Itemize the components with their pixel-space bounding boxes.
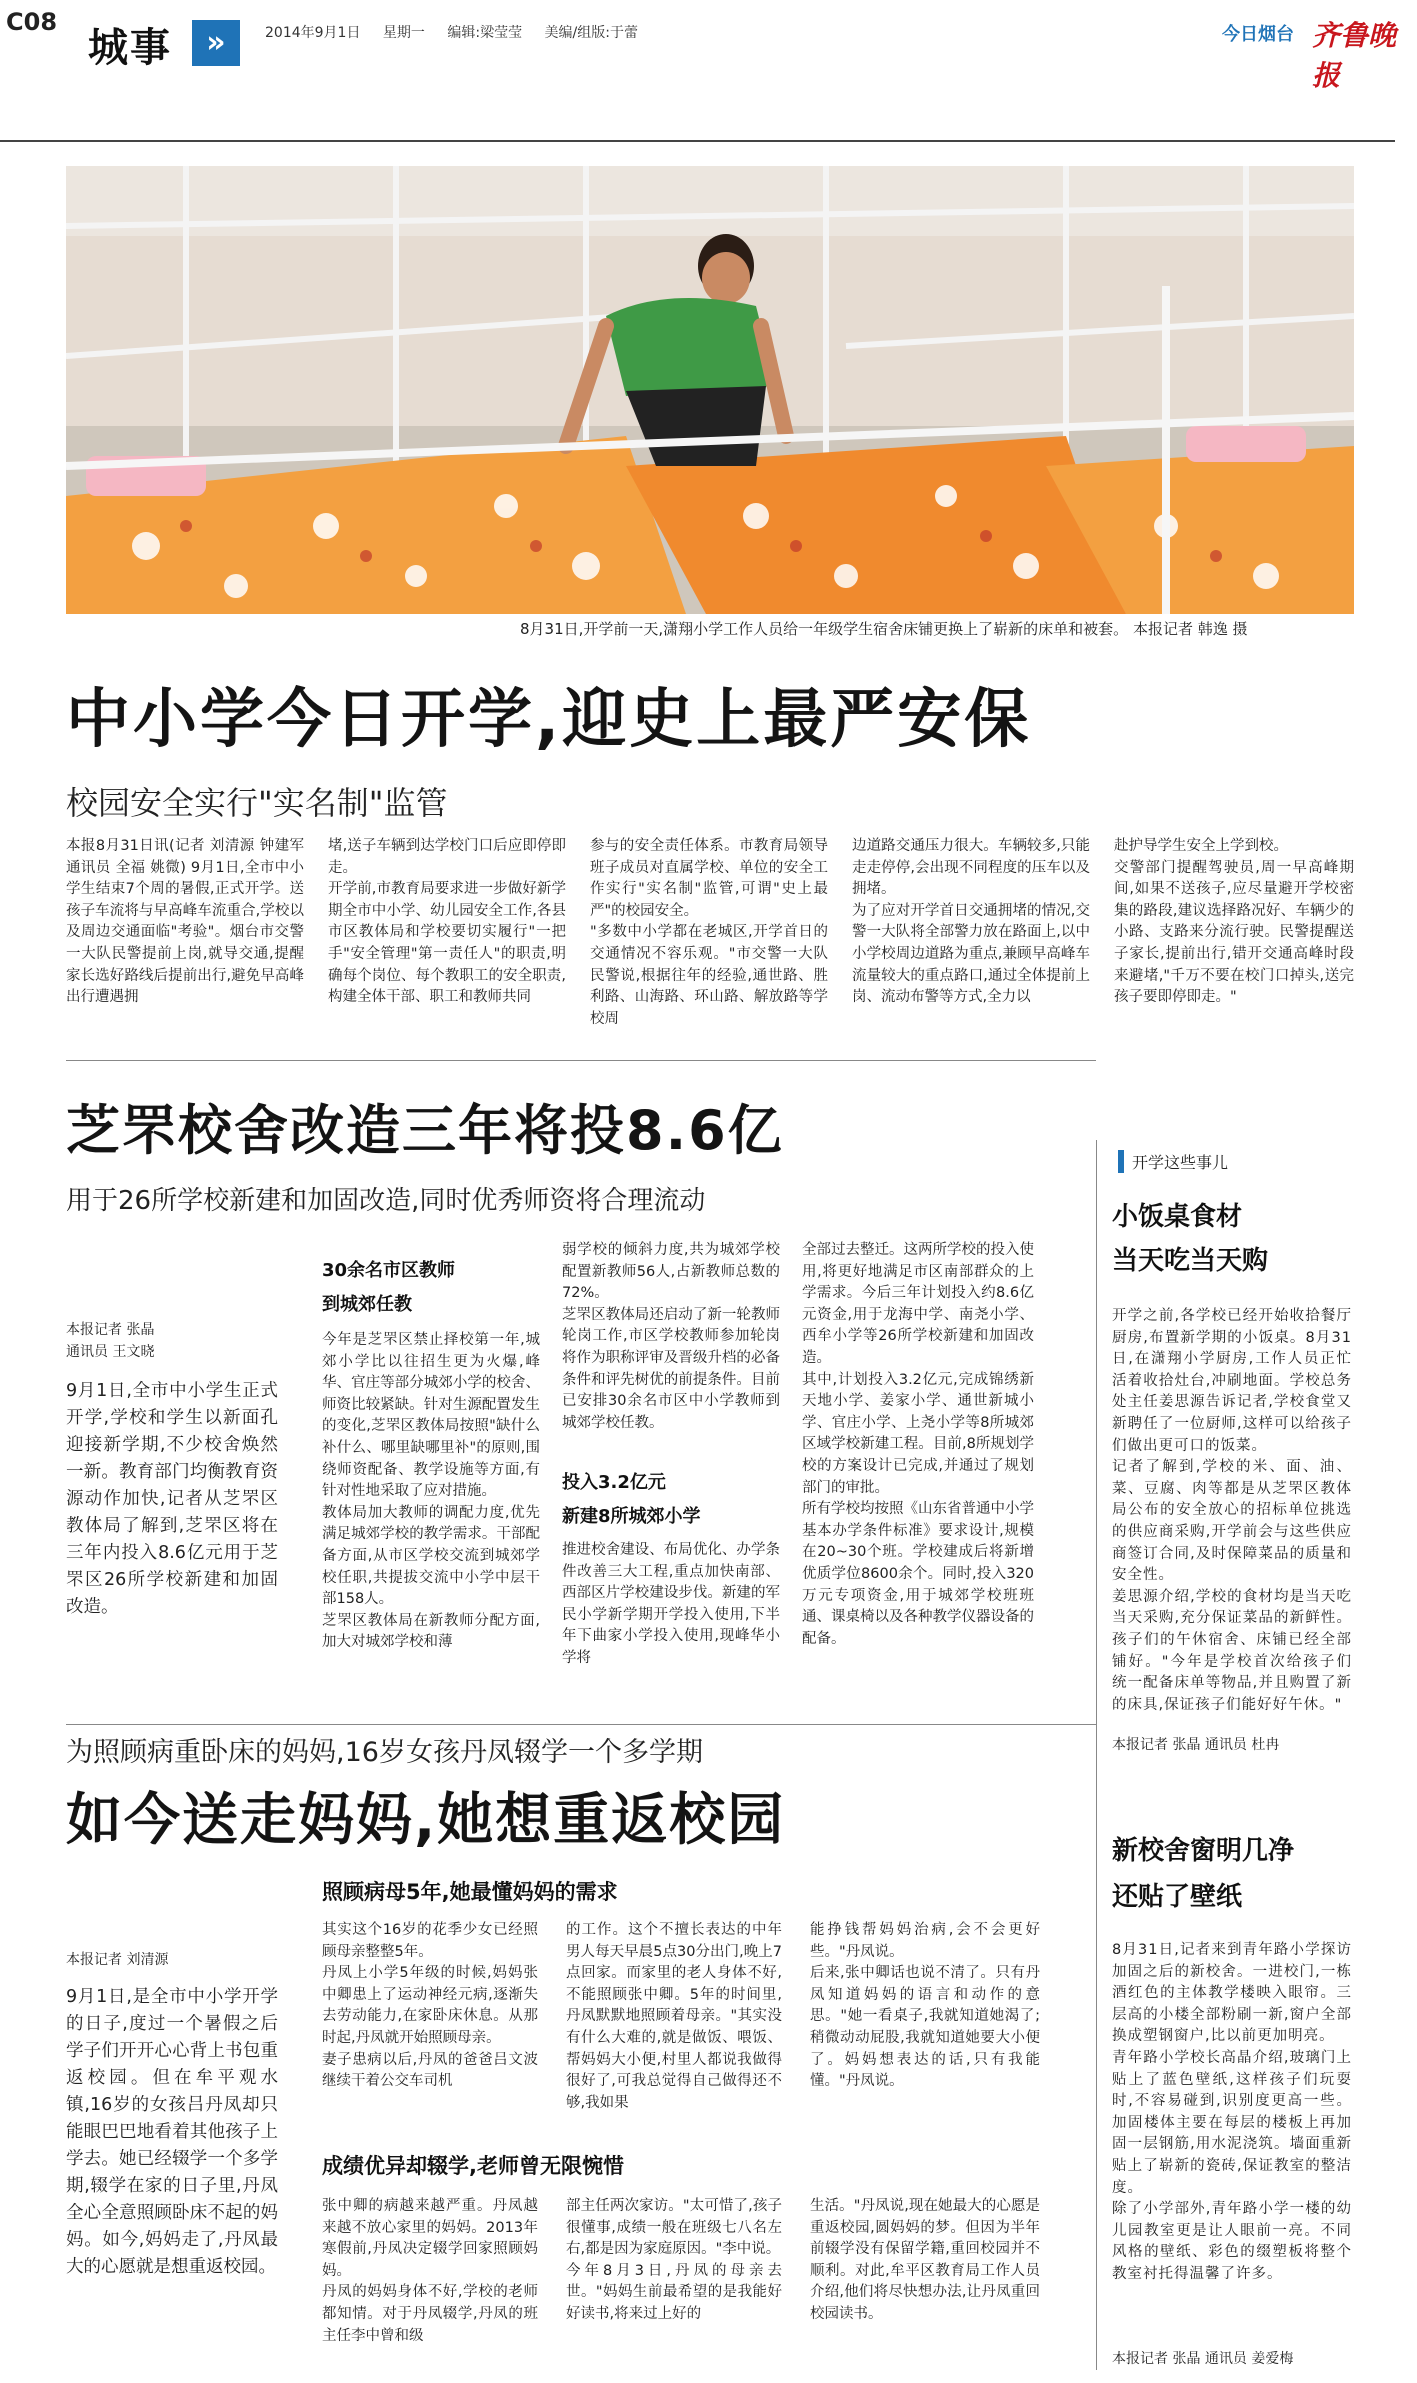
sidebar-item2-title-a: 新校舍窗明几净 — [1112, 1836, 1295, 1866]
issue-date: 2014年9月1日 — [265, 25, 361, 41]
story1-column-3: 参与的安全责任体系。市教育局领导班子成员对直属学校、单位的安全工作实行"实名制"监管,可谓"史上最严"的校园安全。 "多数中小学都在老城区,开学首日的交通情况不容乐观。"市交警一大队民警说,根据往年的经验,通世路、胜利路、山海路、环山路、解放路等学校周 — [590, 838, 828, 1027]
sidebar-item2-title-b: 还贴了壁纸 — [1112, 1882, 1243, 1912]
sidebar-rule — [1096, 1140, 1097, 2370]
story3-byline: 本报记者 刘清源 — [66, 1952, 169, 1968]
story2-subhead-2a: 投入3.2亿元 — [562, 1472, 666, 1493]
story1-column-1: 本报8月31日讯(记者 刘清源 钟建军 通讯员 全福 姚微) 9月1日,全市中小学生结束7个周的暑假,正式开学。送孩子车流将与早高峰车流重合,学校以及周边交通面临"考验"。烟台市交警一大队民警提前上岗,就导交通,提醒家长选好路线后提前出行,避免早高峰出行遭遇拥 — [66, 838, 304, 1006]
editor-credit: 编辑:梁莹莹 — [447, 25, 523, 41]
dormitory-photo-illustration — [66, 166, 1354, 614]
story3-column-4a: 能挣钱帮妈妈治病,会不会更好些。"丹凤说。 后来,张中卿话也说不清了。只有丹凤知道妈妈的语言和动作的意思。"她一看桌子,我就知道她渴了;稍微动动屁股,我就知道她要大小便了。妈妈想表达的话,只有我能懂。"丹凤说。 — [810, 1922, 1040, 2090]
story3-column-2b: 张中卿的病越来越严重。丹凤越来越不放心家里的妈妈。2013年寒假前,丹凤决定辍学回家照顾妈妈。 丹凤的妈妈身体不好,学校的老师都知情。对于丹凤辍学,丹凤的班主任李中曾和级 — [322, 2198, 538, 2344]
story1-column-2: 堵,送子车辆到达学校门口后应即停即走。 开学前,市教育局要求进一步做好新学期全市中小学、幼儿园安全工作,各县市区教体局和学校要切实履行"一把手"安全管理"第一责任人"的职责,明确每个岗位、每个教职工的安全职责,构建全体干部、职工和教师共同 — [328, 838, 566, 1006]
sidebar-item2-credit: 本报记者 张晶 通讯员 姜爱梅 — [1112, 2351, 1294, 2367]
divider — [66, 1724, 1096, 1725]
story2-headline: 芝罘校舍改造三年将投8.6亿 — [66, 1099, 784, 1162]
story2-column-3a: 弱学校的倾斜力度,共为城郊学校配置新教师56人,占新教师总数的72%。 芝罘区教体局还启动了新一轮教师轮岗工作,市区学校教师参加轮岗将作为职称评审及晋级升档的必备条件和评先树优的前提条件。目前已安排30余名市区中小学教师到城郊学校任教。 — [562, 1242, 780, 1431]
story3-kicker: 为照顾病重卧床的妈妈,16岁女孩丹凤辍学一个多学期 — [66, 1737, 703, 1768]
story2-subheadline: 用于26所学校新建和加固改造,同时优秀师资将合理流动 — [66, 1186, 706, 1216]
story1-column-4: 边道路交通压力很大。车辆较多,只能走走停停,会出现不同程度的压车以及拥堵。 为了应对开学首日交通拥堵的情况,交警一大队将全部警力放在路面上,以中小学校周边道路为重点,兼顾早高峰车流量较大的重点路口,通过全体提前上岗、流动布警等方式,全力以 — [852, 838, 1090, 1006]
masthead-rule — [0, 140, 1395, 142]
story1-column-5: 赴护导学生安全上学到校。 交警部门提醒驾驶员,周一早高峰期间,如果不送孩子,应尽量避开学校密集的路段,建议选择路况好、车辆少的小路、支路来分流行驶。民警提醒送子家长,提前出行,错开交通高峰时段来避堵,"千万不要在校门口掉头,送完孩子要即停即走。" — [1114, 838, 1354, 1006]
story2-subhead-1a: 30余名市区教师 — [322, 1260, 456, 1281]
story2-subhead-1b: 到城郊任教 — [322, 1294, 412, 1315]
story1-subheadline: 校园安全实行"实名制"监管 — [66, 784, 448, 822]
design-credit: 美编/组版:于蕾 — [544, 25, 638, 41]
issue-weekday: 星期一 — [382, 25, 425, 41]
dormitory-photo — [66, 166, 1354, 614]
story3-subhead-2: 成绩优异却辍学,老师曾无限惋惜 — [322, 2154, 624, 2178]
story2-lede: 9月1日,全市中小学生正式开学,学校和学生以新面孔迎接新学期,不少校舍焕然一新。教育部门均衡教育资源动作加快,记者从芝罘区教体局了解到,芝罘区将在三年内投入8.6亿元用于芝罘区26所学校新建和加固改造。 — [66, 1381, 278, 1617]
sidebar-item2-body: 8月31日,记者来到青年路小学探访加固之后的新校舍。一进校门,一栋酒红色的主体教学楼映入眼帘。三层高的小楼全部粉刷一新,窗户全部换成塑钢窗户,比以前更加明亮。 青年路小学校长高晶介绍,玻璃门上贴上了蓝色壁纸,这样孩子们玩耍时,不容易碰到,识别度更高一些。加固楼体主要在每层的楼板上再加固一层钢筋,用水泥浇筑。墙面重新贴上了崭新的瓷砖,保证教室的整洁度。 除了小学部外,青年路小学一楼的幼儿园教室更是让人眼前一亮。不同风格的壁纸、彩色的缀塑板将整个教室衬托得温馨了许多。 — [1112, 1942, 1352, 2282]
page-number: C08 — [6, 8, 58, 36]
sidebar-item1-title-a: 小饭桌食材 — [1112, 1202, 1243, 1232]
story2-subhead-2b: 新建8所城郊小学 — [562, 1506, 701, 1527]
story3-column-2a: 其实这个16岁的花季少女已经照顾母亲整整5年。 丹凤上小学5年级的时候,妈妈张中卿患上了运动神经元病,逐渐失去劳动能力,在家卧床休息。从那时起,丹凤就开始照顾母亲。 妻子患病以后,丹凤的爸爸吕文波继续干着公交车司机 — [322, 1922, 538, 2090]
newspaper-logo: 齐鲁晚报 — [1312, 19, 1397, 92]
sidebar-item1-body: 开学之前,各学校已经开始收拾餐厅厨房,布置新学期的小饭桌。8月31日,在潇翔小学厨房,工作人员正忙活着收拾灶台,冲刷地面。学校总务处主任姜思源告诉记者,学校食堂又新聘任了一位厨师,这样可以给孩子们做出更可口的饭菜。 记者了解到,学校的米、面、油、菜、豆腐、肉等都是从芝罘区教体局公布的安全放心的招标单位挑选的供应商采购,开学前会与这些供应商签订合同,及时保障菜品的质量和安全性。 姜思源介绍,学校的食材均是当天吃当天采购,充分保证菜品的新鲜性。孩子们的午休宿舍、床铺已经全部铺好。"今年是学校首次给孩子们统一配备床单等物品,并且购置了新的床具,保证孩子们能好好午休。" — [1112, 1308, 1352, 1713]
story1-headline: 中小学今日开学,迎史上最严安保 — [66, 683, 1032, 757]
story3-column-4b: 生活。"丹凤说,现在她最大的心愿是重返校园,圆妈妈的梦。但因为半年前辍学没有保留学籍,重回校园并不顺利。对此,牟平区教育局工作人员介绍,他们将尽快想办法,让丹凤重回校园读书。 — [810, 2198, 1040, 2322]
divider — [66, 1060, 1096, 1061]
sidebar-item1-credit: 本报记者 张晶 通讯员 杜冉 — [1112, 1737, 1280, 1753]
sidebar-tag: 开学这些事儿 — [1118, 1150, 1228, 1173]
edition-meta — [265, 22, 656, 42]
edition-name: 今日烟台 — [1222, 24, 1294, 45]
section-label: 城事 — [88, 25, 172, 71]
story3-subhead-1: 照顾病母5年,她最懂妈妈的需求 — [322, 1880, 618, 1904]
story2-byline-reporter: 本报记者 张晶 — [66, 1322, 155, 1338]
story2-column-3b: 推进校舍建设、布局优化、办学条件改善三大工程,重点加快南部、西部区片学校建设步伐。新建的军民小学新学期开学投入使用,下半年下曲家小学投入使用,现峰华小学将 — [562, 1542, 780, 1666]
sidebar-item1-title-b: 当天吃当天购 — [1112, 1246, 1269, 1276]
story2-column-2: 今年是芝罘区禁止择校第一年,城郊小学比以往招生更为火爆,峰华、官庄等部分城郊小学的校舍、师资比较紧缺。针对生源配置发生的变化,芝罘区教体局按照"缺什么补什么、哪里缺哪里补"的原则,围绕师资配备、教学设施等方面,有针对性地采取了应对措施。 教体局加大教师的调配力度,优先满足城郊学校的教学需求。干部配备方面,从市区学校交流到城郊学校任职,共提拔交流中小学中层干部158人。 芝罘区教体局在新教师分配方面,加大对城郊学校和薄 — [322, 1332, 540, 1651]
photo-caption: 8月31日,开学前一天,潇翔小学工作人员给一年级学生宿舍床铺更换上了崭新的床单和被套。 本报记者 韩逸 摄 — [520, 620, 1248, 638]
story3-column-3a: 的工作。这个不擅长表达的中年男人每天早晨5点30分出门,晚上7点回家。而家里的老人身体不好,不能照顾张中卿。5年的时间里,丹凤默默地照顾着母亲。"其实没有什么大难的,就是做饭、喂饭、帮妈妈大小便,村里人都说我做得很好了,可我总觉得自己做得还不够,我如果 — [566, 1922, 782, 2111]
masthead — [0, 0, 1417, 130]
story3-headline: 如今送走妈妈,她想重返校园 — [66, 1788, 786, 1853]
story2-column-4: 全部过去整迁。这两所学校的投入使用,将更好地满足市区南部群众的上学需求。今后三年计划投入约8.6亿元资金,用于龙海中学、南尧小学、西牟小学等26所学校新建和加固改造。 其中,计划投入3.2亿元,完成锦绣新天地小学、姜家小学、通世新城小学、官庄小学、上尧小学等8所城郊区域学校新建工程。目前,8所规划学校的方案设计已完成,并通过了规划部门的审批。 所有学校均按照《山东省普通中小学基本办学条件标准》要求设计,规模在20~30个班。学校建成后将新增优质学位8600余个。同时,投入320万元专项资金,用于城郊学校班班通、课桌椅以及各种教学仪器设备的配备。 — [802, 1242, 1034, 1647]
story3-column-3b: 部主任两次家访。"太可惜了,孩子很懂事,成绩一般在班级七八名左右,都是因为家庭原因。"李中说。 今年8月3日,丹凤的母亲去世。"妈妈生前最希望的是我能好好读书,将来过上好的 — [566, 2198, 782, 2322]
section-arrow-icon: » — [192, 20, 240, 66]
story3-lede: 9月1日,是全市中小学开学的日子,度过一个暑假之后学子们开开心心背上书包重返校园。但在牟平观水镇,16岁的女孩吕丹凤却只能眼巴巴地看着其他孩子上学去。她已经辍学一个多学期,辍学在家的日子里,丹凤全心全意照顾卧床不起的妈妈。如今,妈妈走了,丹凤最大的心愿就是想重返校园。 — [66, 1987, 278, 2277]
story2-byline-correspondent: 通讯员 王文晓 — [66, 1344, 155, 1360]
